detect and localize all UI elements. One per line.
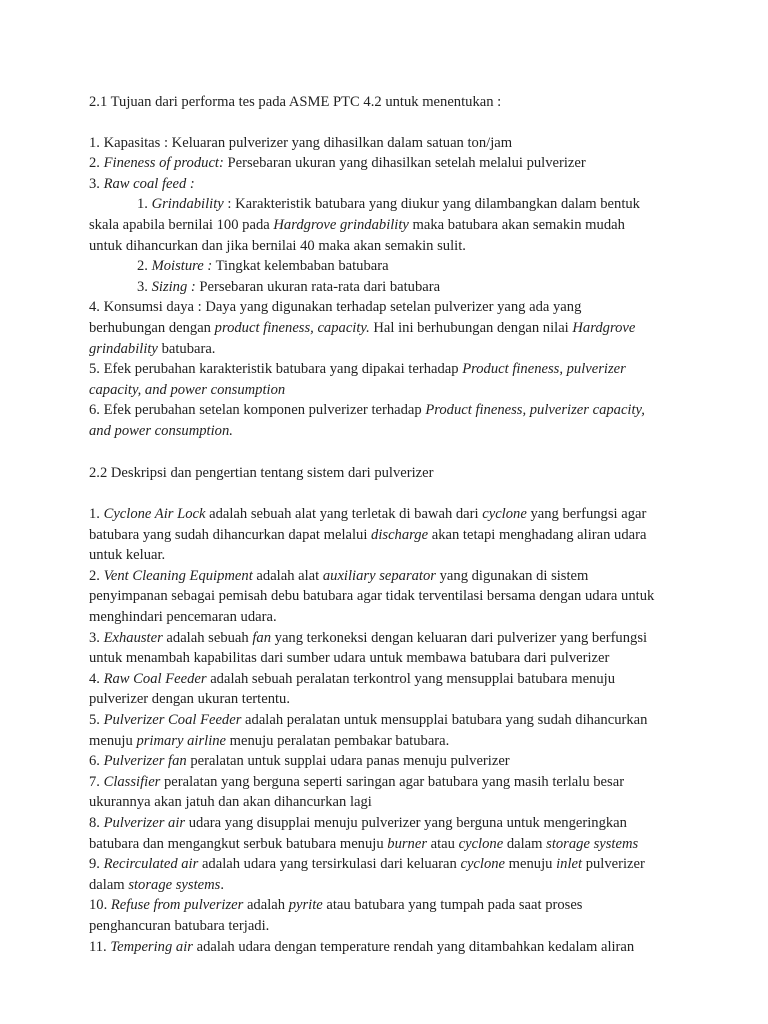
sub-list-item: 1. Grindability : Karakteristik batubara yang diukur yang dilambangkan dalam bentuk	[137, 196, 640, 213]
list-item-continuation: menghindari pencemaran udara.	[89, 609, 277, 626]
sub-list-item-continuation: untuk dihancurkan dan jika bernilai 40 maka akan semakin sulit.	[89, 237, 466, 254]
list-item: 3. Exhauster adalah sebuah fan yang terkoneksi dengan keluaran dari pulverizer yang berfungsi	[89, 629, 648, 646]
list-item-continuation: untuk menambah kapabilitas dari sumber udara untuk membawa batubara dari pulverizer	[89, 650, 610, 667]
section-heading: 2.1 Tujuan dari performa tes pada ASME PTC 4.2 untuk menentukan :	[89, 94, 502, 110]
list-item: 6. Pulverizer fan peralatan untuk supplai udara panas menuju pulverizer	[89, 753, 510, 770]
list-item: 1. Cyclone Air Lock adalah sebuah alat yang terletak di bawah dari cyclone yang berfungsi agar	[89, 506, 647, 523]
list-item: 4. Konsumsi daya : Daya yang digunakan terhadap setelan pulverizer yang ada yang	[89, 299, 582, 316]
list-item-continuation: batubara yang sudah dihancurkan dapat melalui discharge akan tetapi menghadang aliran udara	[89, 526, 647, 543]
list-item-continuation: penghancuran batubara terjadi.	[89, 917, 270, 934]
list-item-continuation: pulverizer dengan ukuran tertentu.	[89, 691, 290, 708]
list-item-continuation: and power consumption.	[89, 422, 233, 439]
sub-list-item: 3. Sizing : Persebaran ukuran rata-rata dari batubara	[137, 278, 441, 295]
list-item: 8. Pulverizer air udara yang disupplai menuju pulverizer yang berguna untuk mengeringkan	[89, 815, 627, 831]
section-heading: 2.2 Deskripsi dan pengertian tentang sistem dari pulverizer	[89, 464, 434, 481]
list-item: 9. Recirculated air adalah udara yang tersirkulasi dari keluaran cyclone menuju inlet pulverizer	[89, 856, 645, 873]
list-item: 6. Efek perubahan setelan komponen pulverizer terhadap Product fineness, pulverizer capacity,	[89, 402, 645, 419]
list-item-continuation: capacity, and power consumption	[89, 381, 286, 398]
list-item-continuation: berhubungan dengan product fineness, capacity. Hal ini berhubungan dengan nilai Hardgrove	[89, 319, 636, 336]
list-item: 5. Efek perubahan karakteristik batubara yang dipakai terhadap Product fineness, pulverizer	[89, 361, 626, 378]
list-item-continuation: grindability batubara.	[89, 340, 216, 357]
sub-list-item-continuation: skala apabila bernilai 100 pada Hardgrove grindability maka batubara akan semakin mudah	[89, 216, 625, 233]
list-item-continuation: dalam storage systems.	[89, 876, 224, 893]
list-item-continuation: untuk keluar.	[89, 547, 166, 564]
sub-list-item: 2. Moisture : Tingkat kelembaban batubara	[137, 258, 389, 275]
list-item: 4. Raw Coal Feeder adalah sebuah peralatan terkontrol yang mensupplai batubara menuju	[89, 670, 616, 687]
document-page	[89, 92, 679, 957]
list-item: 10. Refuse from pulverizer adalah pyrite atau batubara yang tumpah pada saat proses	[89, 897, 583, 914]
list-item: 3. Raw coal feed :	[89, 175, 195, 192]
list-item-continuation: ukurannya akan jatuh dan akan dihancurkan lagi	[89, 794, 372, 811]
list-item-continuation: batubara dan mengangkut serbuk batubara menuju burner atau cyclone dalam storage systems	[89, 835, 639, 852]
list-item: 11. Tempering air adalah udara dengan temperature rendah yang ditambahkan kedalam aliran	[89, 938, 635, 955]
list-item: 2. Fineness of product: Persebaran ukuran yang dihasilkan setelah melalui pulverizer	[89, 155, 586, 172]
list-item: 7. Classifier peralatan yang berguna seperti saringan agar batubara yang masih terlalu besar	[89, 773, 625, 790]
list-item: 2. Vent Cleaning Equipment adalah alat auxiliary separator yang digunakan di sistem	[89, 567, 589, 584]
list-item: 1. Kapasitas : Keluaran pulverizer yang dihasilkan dalam satuan ton/jam	[89, 134, 513, 151]
list-item-continuation: penyimpanan sebagai pemisah debu batubara agar tidak terventilasi bersama dengan udara untuk	[89, 588, 655, 605]
list-item-continuation: menuju primary airline menuju peralatan pembakar batubara.	[89, 732, 450, 749]
list-item: 5. Pulverizer Coal Feeder adalah peralatan untuk mensupplai batubara yang sudah dihancurkan	[89, 712, 648, 729]
